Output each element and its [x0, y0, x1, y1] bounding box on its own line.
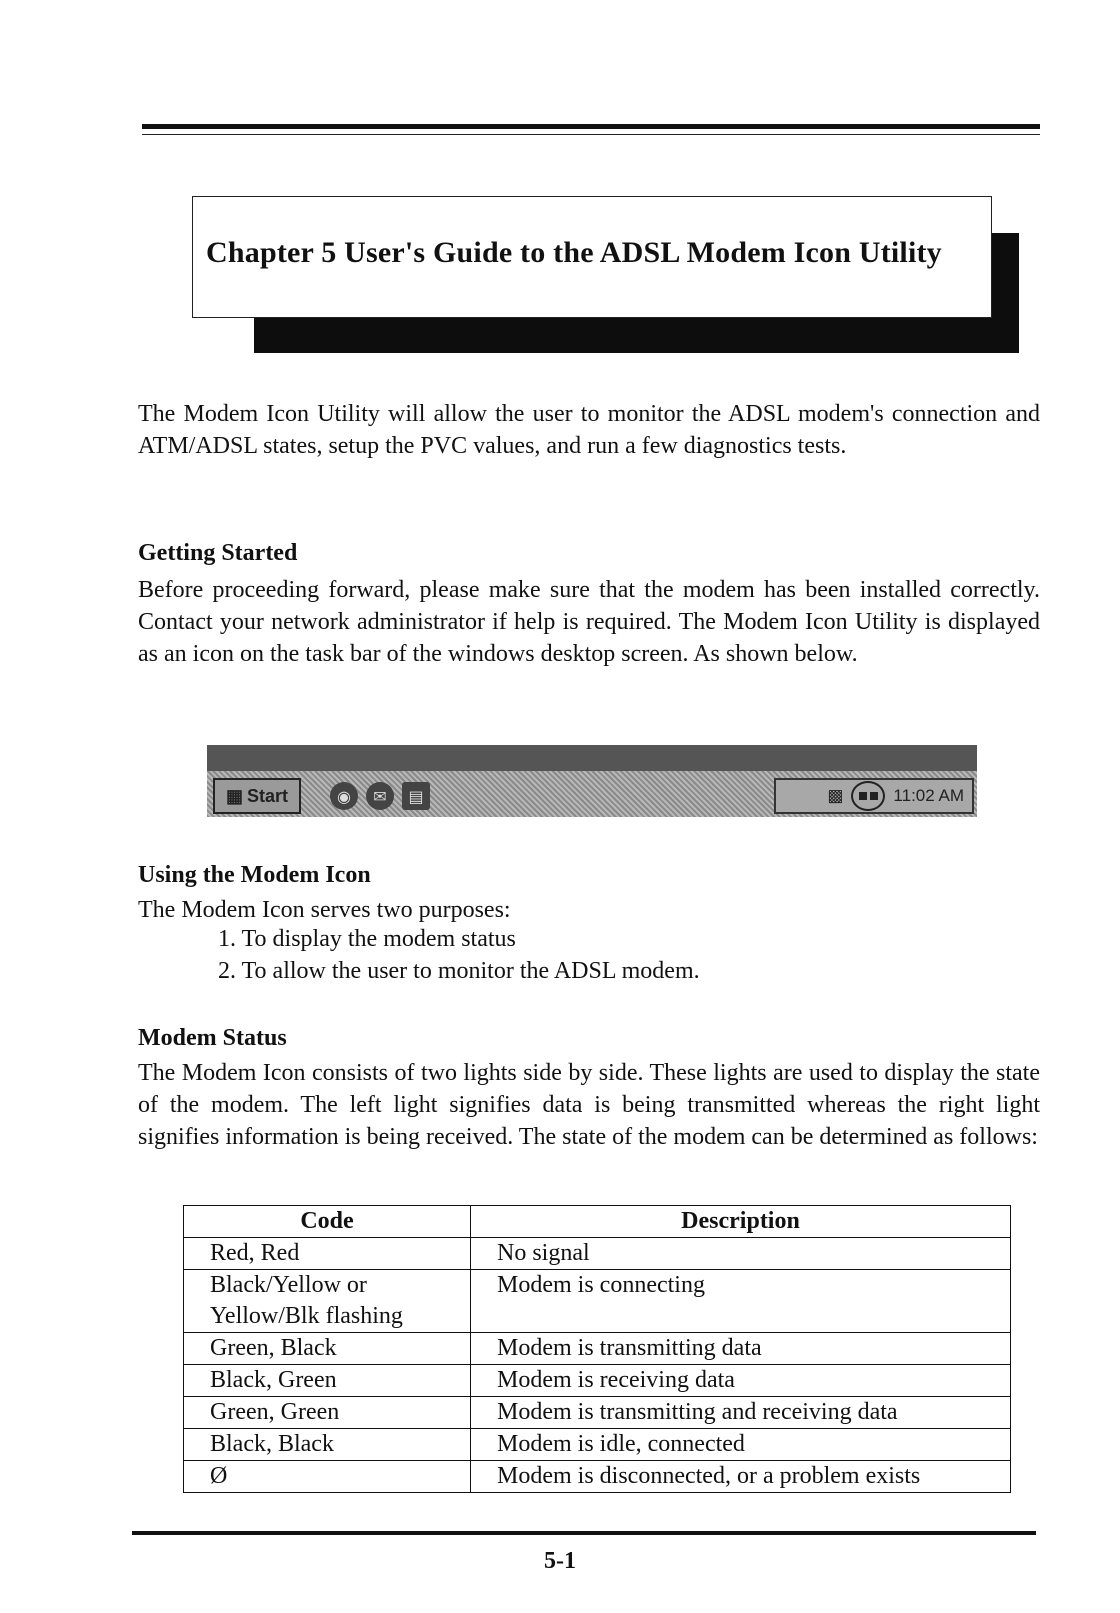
status-description-cell: Modem is transmitting data [471, 1333, 1011, 1365]
status-code-cell: Red, Red [184, 1238, 471, 1270]
table-row [184, 1365, 1011, 1397]
table-row [184, 1429, 1011, 1461]
start-button [213, 778, 301, 814]
description-column-header: Description [471, 1206, 1011, 1238]
status-code-cell: Green, Black [184, 1333, 471, 1365]
table-header-row [184, 1206, 1011, 1238]
network-icon: ▩ [827, 786, 844, 805]
system-tray [774, 778, 974, 814]
taskbar-clock: 11:02 AM [893, 786, 964, 805]
status-description-cell: Modem is receiving data [471, 1365, 1011, 1397]
modem-icon [851, 781, 885, 811]
status-code-cell: Green, Green [184, 1397, 471, 1429]
status-description-cell: Modem is transmitting and receiving data [471, 1397, 1011, 1429]
status-description-cell: Modem is idle, connected [471, 1429, 1011, 1461]
using-modem-icon-paragraph: The Modem Icon serves two purposes: [138, 897, 511, 923]
intro-paragraph: The Modem Icon Utility will allow the user to monitor the ADSL modem's connection and ATM/ADSL states, setup the PVC values, and run a few diagnostics tests. [138, 401, 1040, 459]
status-code-cell: Black/Yellow or Yellow/Blk flashing [184, 1270, 471, 1333]
bottom-rule [132, 1531, 1036, 1535]
status-code-cell: Black, Green [184, 1365, 471, 1397]
using-modem-icon-heading: Using the Modem Icon [138, 862, 371, 888]
list-item: 1. To display the modem status [218, 926, 516, 952]
status-description-cell: Modem is disconnected, or a problem exists [471, 1461, 1011, 1493]
table-row [184, 1238, 1011, 1270]
status-code-cell: Ø [184, 1461, 471, 1493]
modem-status-paragraph: The Modem Icon consists of two lights side by side. These lights are used to display the state of the modem. The left light signifies data is being transmitted whereas the right light signifies information is being received. The state of the modem can be determined as follows: [138, 1060, 1040, 1150]
page-number: 5-1 [544, 1548, 576, 1574]
modem-status-heading: Modem Status [138, 1025, 287, 1051]
taskbar-top-band [207, 745, 977, 771]
chapter-box-shadow-bottom [254, 318, 1019, 353]
table-row [184, 1333, 1011, 1365]
start-button-label: Start [247, 785, 289, 806]
modem-status-table [183, 1205, 1011, 1493]
status-description-cell: No signal [471, 1238, 1011, 1270]
browser-icon: ◉ [330, 782, 358, 810]
top-rule-thin [142, 134, 1040, 135]
email-icon: ✉ [366, 782, 394, 810]
getting-started-paragraph: Before proceeding forward, please make sure that the modem has been installed correctly. Contact your network administrator if help is required. The Modem Icon Utility is displayed as an icon on the task bar of the windows desktop screen. As shown below. [138, 577, 1040, 667]
table-row [184, 1397, 1011, 1429]
status-code-cell: Black, Black [184, 1429, 471, 1461]
getting-started-heading: Getting Started [138, 540, 298, 566]
top-rule-thick [142, 124, 1040, 129]
status-description-cell: Modem is connecting [471, 1270, 1011, 1333]
windows-logo-icon: ▦ [225, 785, 243, 806]
table-row [184, 1461, 1011, 1493]
code-column-header: Code [184, 1206, 471, 1238]
list-item: 2. To allow the user to monitor the ADSL modem. [218, 958, 700, 984]
desktop-icon: ▤ [402, 782, 430, 810]
table-row [184, 1270, 1011, 1333]
chapter-title: Chapter 5 User's Guide to the ADSL Modem Icon Utility [206, 236, 942, 269]
